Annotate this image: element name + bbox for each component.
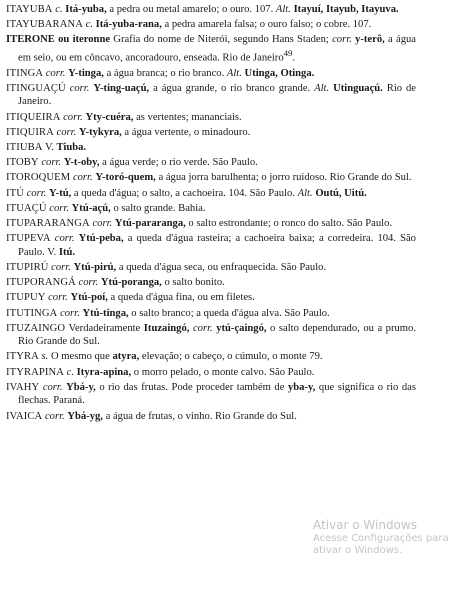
- headword: ITUPARARANGA: [6, 217, 90, 229]
- abbreviation: c.: [66, 366, 75, 378]
- bold-term: Ybá-y,: [66, 381, 96, 393]
- abbreviation: s.: [41, 351, 49, 363]
- entry-text: que significa o rio das flechas. Paraná.: [18, 381, 417, 407]
- abbreviation: c.: [55, 4, 63, 15]
- abbreviation: corr.: [92, 217, 113, 229]
- abbreviation: corr.: [42, 381, 63, 393]
- headword: ITUAÇÚ: [6, 202, 47, 214]
- dictionary-entry: [6, 366, 416, 380]
- dictionary-entry: [6, 33, 416, 65]
- bold-term: Outú, Uitú.: [315, 187, 367, 199]
- dictionary-entry: [6, 232, 416, 259]
- bold-term: ytú-çaingó,: [216, 322, 267, 334]
- headword: ITUTINGA: [6, 307, 58, 319]
- entry-text: Grafia do nome de Niterói, segundo Hans Staden;: [110, 34, 333, 46]
- bold-term: Utinga, Otinga.: [244, 67, 315, 79]
- bold-term: Y-tú,: [48, 187, 72, 199]
- dictionary-entry: [6, 156, 416, 170]
- abbreviation: Alt.: [226, 67, 242, 79]
- headword: ITIUBA: [6, 142, 43, 154]
- bold-term: Ytú-tinga,: [82, 307, 129, 319]
- abbreviation: corr.: [51, 261, 71, 273]
- bold-term: Ytú-poí,: [70, 292, 108, 304]
- headword: ITYRAPINA: [6, 366, 64, 378]
- abbreviation: corr.: [60, 307, 80, 319]
- bold-term: Ytú-açú,: [71, 202, 111, 214]
- dictionary-entry: [6, 111, 416, 125]
- entry-text: elevação; o cabeço, o cúmulo, o monte 79.: [139, 351, 323, 363]
- bold-term: ITERONE ou iteronne: [6, 34, 111, 46]
- headword: ITYRA: [6, 351, 39, 363]
- dictionary-entry: [6, 126, 416, 140]
- abbreviation: Alt.: [314, 82, 330, 94]
- bold-term: Ytú-pirú,: [73, 261, 117, 273]
- headword: IVAICA: [6, 410, 43, 422]
- dictionary-entry: [6, 322, 416, 349]
- dictionary-entry: [6, 67, 416, 81]
- bold-term: Itú.: [58, 246, 76, 258]
- watermark-subtitle: Acesse Configurações para ativar o Windows.: [313, 533, 449, 556]
- entry-text: V.: [42, 142, 57, 154]
- abbreviation: corr.: [44, 410, 65, 422]
- headword: ITAYUBA: [6, 4, 53, 15]
- abbreviation: corr.: [72, 172, 93, 184]
- headword: IVAHY: [6, 381, 40, 393]
- entry-text: o salto bonito.: [161, 277, 225, 289]
- entry-text: O mesmo que: [48, 351, 113, 363]
- headword: ITÚ: [6, 187, 24, 199]
- abbreviation: corr.: [45, 67, 66, 79]
- entry-text: a água jorra barulhenta; o jorro ruidoso. Rio Grande do Sul.: [155, 172, 412, 184]
- abbreviation: corr.: [49, 202, 69, 214]
- entry-text: o salto branco; a queda d'água alva. São Paulo.: [128, 307, 330, 319]
- entry-text: a água vertente, o minadouro.: [121, 126, 251, 138]
- dictionary-entry: [6, 276, 416, 290]
- bold-term: Y-toró-quem,: [95, 172, 156, 184]
- abbreviation: corr.: [41, 157, 62, 169]
- dictionary-entry: [6, 261, 416, 275]
- entry-text: o salto estrondante; o ronco do salto. São Paulo.: [185, 217, 393, 229]
- bold-term: Y-ting-uaçú,: [93, 82, 150, 94]
- abbreviation: corr.: [63, 111, 83, 123]
- footnote-ref: 49: [283, 47, 293, 58]
- dictionary-entry: [6, 217, 416, 231]
- bold-term: y-terô,: [355, 34, 385, 46]
- bold-term: Itá-yuba-rana,: [95, 19, 162, 31]
- entry-text: o morro pelado, o monte calvo. São Paulo.: [131, 366, 315, 378]
- abbreviation: corr.: [332, 34, 352, 46]
- bold-term: atyra,: [112, 351, 140, 363]
- abbreviation: corr.: [26, 187, 47, 199]
- entry-text: .: [292, 52, 296, 64]
- bold-term: Ytú-pararanga,: [114, 217, 186, 229]
- headword: ITUPEVA: [6, 233, 51, 245]
- entry-text: a água em seio, ou em côncavo, ancoradouro, enseada. Rio de Janeiro: [18, 34, 417, 64]
- headword: ITAYUBARANA: [6, 19, 83, 31]
- dictionary-entry: [6, 350, 416, 364]
- entry-text: a pedra ou metal amarelo; o ouro. 107.: [106, 4, 276, 15]
- entry-text: a queda d'água; o salto, a cachoeira. 104. São Paulo.: [71, 187, 298, 199]
- bold-term: Ytú-poranga,: [100, 277, 162, 289]
- entry-text: o salto grande. Bahia.: [110, 202, 206, 214]
- abbreviation: c.: [85, 19, 93, 31]
- bold-term: Y-tykyra,: [78, 126, 122, 138]
- dictionary-entry: [6, 3, 416, 17]
- headword: ITUPIRÚ: [6, 261, 49, 273]
- dictionary-entry: [6, 291, 416, 305]
- bold-term: Ytú-peba,: [78, 233, 124, 245]
- entry-text: a água de frutas, o vinho. Rio Grande do Sul.: [102, 410, 297, 422]
- bold-term: Ityra-apina,: [76, 366, 132, 378]
- dictionary-entry: [6, 171, 416, 185]
- entry-text: o salto dependurado, ou a prumo. Rio Grande do Sul.: [18, 322, 416, 348]
- dictionary-entry: [6, 82, 416, 109]
- headword: ITOROQUEM: [6, 172, 71, 184]
- entry-text: a água branca; o rio branco.: [103, 67, 227, 79]
- bold-term: Itá-yuba,: [65, 4, 107, 15]
- watermark-title: Ativar o Windows: [313, 518, 417, 532]
- dictionary-entry: [6, 381, 416, 408]
- dictionary-entry: [6, 307, 416, 321]
- entry-text: o rio das frutas. Pode proceder também de: [95, 381, 288, 393]
- dictionary-entry: [6, 410, 416, 424]
- headword: ITIQUEIRA: [6, 111, 61, 123]
- entry-text: Rio de Janeiro.: [18, 82, 417, 108]
- headword: ITUPORANGÁ: [6, 277, 76, 289]
- bold-term: Y-tinga,: [68, 67, 104, 79]
- bold-term: Utinguaçú.: [333, 82, 383, 94]
- entry-text: a queda d'água seca, ou enfraquecida. São Paulo.: [116, 261, 327, 273]
- dictionary-page: [6, 3, 416, 423]
- entry-text: a pedra amarela falsa; o ouro falso; o cobre. 107.: [161, 19, 372, 31]
- entry-text: a água grande, o rio branco grande.: [149, 82, 315, 94]
- bold-term: Ybá-yg,: [67, 410, 103, 422]
- entry-text: Verdadeiramente: [65, 322, 144, 334]
- abbreviation: Alt.: [297, 187, 313, 199]
- entry-text: a queda d'água rasteira; a cachoeira baixa; a corredeira. 104. São Paulo. V.: [18, 233, 416, 258]
- bold-term: Itayuí, Itayub, Itayuva.: [293, 4, 399, 15]
- headword: ITINGA: [6, 67, 44, 79]
- headword: ITIQUIRA: [6, 126, 54, 138]
- dictionary-entry: [6, 141, 416, 155]
- entry-text: a água verde; o rio verde. São Paulo.: [99, 157, 258, 169]
- bold-term: Y-t-oby,: [63, 157, 100, 169]
- entry-text: a queda d'água fina, ou em filetes.: [107, 292, 255, 304]
- entry-text: as vertentes; mananciais.: [133, 111, 242, 123]
- windows-activation-watermark: [313, 518, 453, 557]
- bold-term: Ituzaingó,: [143, 322, 190, 334]
- dictionary-entry: [6, 202, 416, 216]
- abbreviation: Alt.: [275, 4, 291, 15]
- headword: ITUPUY: [6, 292, 46, 304]
- bold-term: Tiuba.: [56, 142, 87, 154]
- abbreviation: corr.: [78, 277, 99, 289]
- abbreviation: corr.: [69, 82, 90, 94]
- bold-term: yba-y,: [287, 381, 316, 393]
- abbreviation: corr.: [56, 126, 77, 138]
- abbreviation: corr.: [192, 322, 213, 334]
- bold-term: Yty-cuéra,: [85, 111, 134, 123]
- dictionary-entry: [6, 18, 416, 32]
- abbreviation: corr.: [54, 233, 75, 245]
- headword: ITUZAINGO: [6, 322, 66, 334]
- headword: ITOBY: [6, 157, 39, 169]
- dictionary-entry: [6, 187, 416, 201]
- abbreviation: corr.: [48, 292, 68, 304]
- headword: ITINGUAÇÚ: [6, 82, 66, 94]
